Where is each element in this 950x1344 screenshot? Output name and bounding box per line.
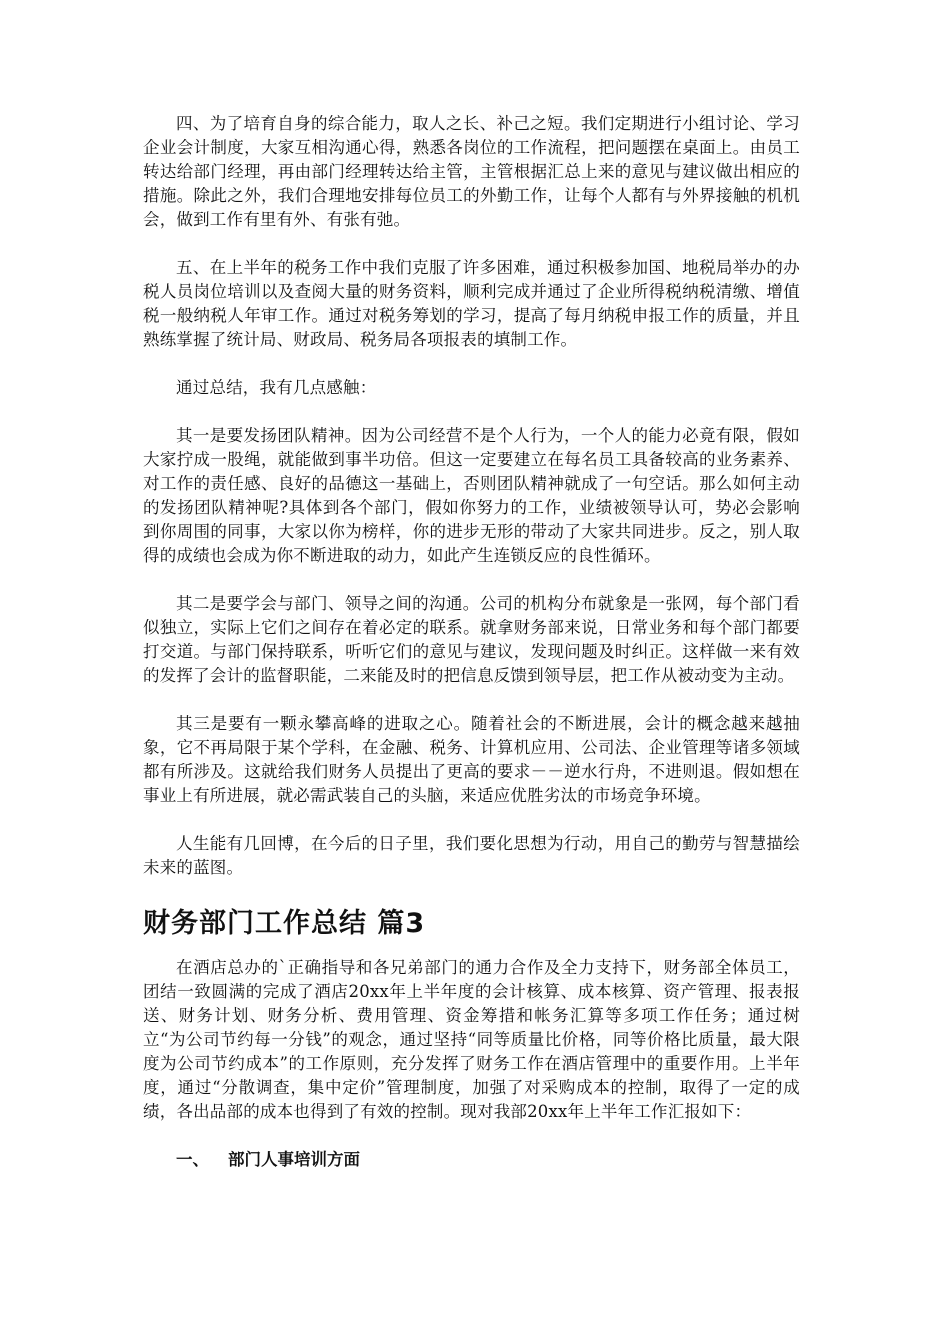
paragraph-point-four: 四、为了培育自身的综合能力，取人之长、补己之短。我们定期进行小组讨论、学习企业会计制度，大家互相沟通心得，熟悉各岗位的工作流程，把问题摆在桌面上。由员工转达给部门经理，再由部门经理转达给主管，主管根据汇总上来的意见与建议做出相应的措施。除此之外，我们合理地安排每位员工的外勤工作，让每个人都有与外界接触的机机会，做到工作有里有外、有张有弛。 (143, 114, 800, 229)
paragraph-closing: 人生能有几回博，在今后的日子里，我们要化思想为行动，用自己的勤劳与智慧描绘未来的蓝图。 (143, 834, 800, 877)
paragraph-insight-two: 其二是要学会与部门、领导之间的沟通。公司的机构分布就象是一张网，每个部门看似独立，实际上它们之间存在着必定的联系。就拿财务部来说，日常业务和每个部门都要打交道。与部门保持联系，听听它们的意见与建议，发现问题及时纠正。这样做一来有效的发挥了会计的监督职能，二来能及时的把信息反馈到领导层，把工作从被动变为主动。 (143, 594, 800, 685)
subsection-number: 一、 (176, 1150, 209, 1169)
subsection-title: 部门人事培训方面 (228, 1150, 360, 1169)
paragraph-insight-one: 其一是要发扬团队精神。因为公司经营不是个人行为，一个人的能力必竟有限，假如大家拧成一股绳，就能做到事半功倍。但这一定要建立在每名员工具备较高的业务素养、对工作的责任感、良好的品德这一基础上，否则团队精神就成了一句空话。那么如何主动的发扬团队精神呢?具体到各个部门，假如你努力的工作，业绩被领导认可，势必会影响到你周围的同事，大家以你为榜样，你的进步无形的带动了大家共同进步。反之，别人取得的成绩也会成为你不断进取的动力，如此产生连锁反应的良性循环。 (143, 426, 800, 565)
paragraph-insight-three: 其三是要有一颗永攀高峰的进取之心。随着社会的不断进展，会计的概念越来越抽象，它不再局限于某个学科，在金融、税务、计算机应用、公司法、企业管理等诸多领域都有所涉及。这就给我们财务人员提出了更高的要求－－逆水行舟，不进则退。假如想在事业上有所进展，就必需武装自己的头脑，来适应优胜劣汰的市场竞争环境。 (143, 714, 800, 805)
document-page (143, 112, 800, 1172)
paragraph-summary-intro: 通过总结，我有几点感触： (176, 378, 377, 397)
subsection-heading (143, 1148, 800, 1172)
paragraph-point-five: 五、在上半年的税务工作中我们克服了许多困难，通过积极参加国、地税局举办的办税人员岗位培训以及查阅大量的财务资料，顺利完成并通过了企业所得税纳税清缴、增值税一般纳税人年审工作。通过对税务筹划的学习，提高了每月纳税申报工作的质量，并且熟练掌握了统计局、财政局、税务局各项报表的填制工作。 (143, 258, 800, 349)
section-heading: 财务部门工作总结 篇3 (143, 908, 426, 939)
section-intro-paragraph: 在酒店总办的`正确指导和各兄弟部门的通力合作及全力支持下，财务部全体员工，团结一致圆满的完成了酒店20xx年上半年度的会计核算、成本核算、资产管理、报表报送、财务计划、财务分析、费用管理、资金筹措和帐务汇算等多项工作任务；通过树立“为公司节约每一分钱”的观念，通过坚持“同等质量比价格，同等价格比质量，最大限度为公司节约成本”的工作原则，充分发挥了财务工作在酒店管理中的重要作用。上半年度，通过“分散调查，集中定价”管理制度，加强了对采购成本的控制，取得了一定的成绩，各出品部的成本也得到了有效的控制。现对我部20xx年上半年工作汇报如下： (143, 958, 800, 1121)
